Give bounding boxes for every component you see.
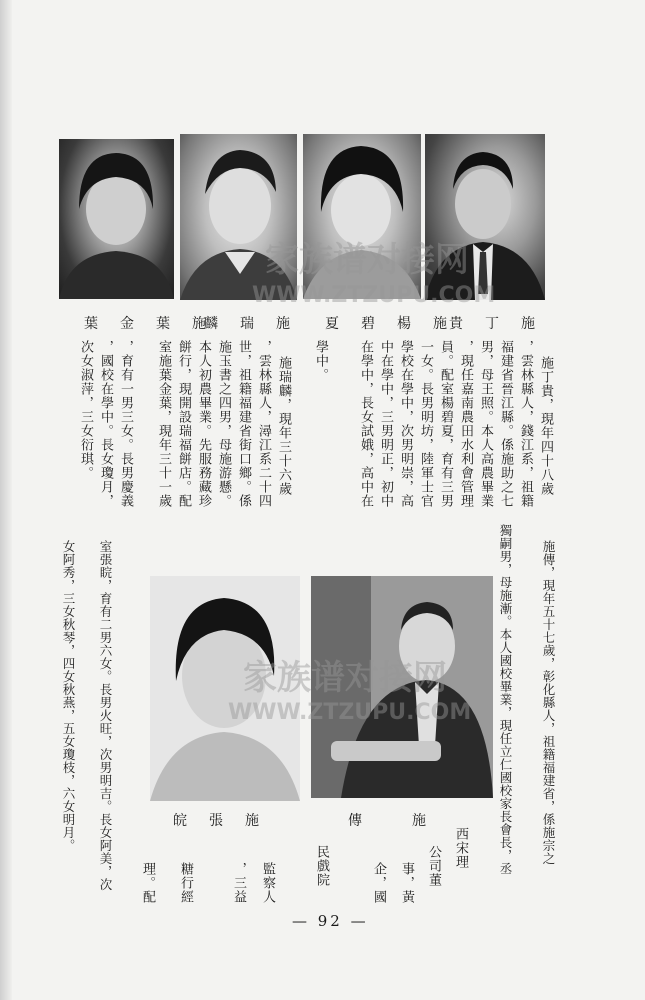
bio-line: 世，祖籍福建省街口鄉。係 — [236, 340, 251, 508]
caption-shi-yangbixia: 夏碧楊施 — [325, 316, 469, 332]
bio-line: 施丁貴，現年四十八歲 — [538, 356, 553, 496]
watermark-cn-bottom: 家族谱对接网 — [243, 658, 447, 698]
watermark-en-bottom: WWW.ZTZUPU.COM — [228, 700, 472, 725]
caption-shi-ruilin: 麟瑞施 — [204, 316, 312, 332]
bio-line: 次女淑萍，三女衍琪。 — [78, 340, 93, 480]
bio-line: ，雲林縣人，潯江系二十四 — [256, 340, 271, 508]
bio-line: 施玉書之四男，母施游懸。 — [216, 340, 231, 508]
bio-line: 民戲院 — [314, 845, 329, 887]
watermark-cn-top: 家族谱对接网 — [265, 240, 469, 280]
bio-line: 學校在學中，次男明崇，高 — [398, 340, 413, 508]
bio-line: 一女。長男明坊，陸軍士官 — [418, 340, 433, 508]
portrait-shi-jinye — [59, 139, 174, 299]
caption-shi-chuan: 傳施 — [348, 813, 476, 829]
bio-line: ，現任嘉南農田水利會管理 — [458, 340, 473, 508]
bio-line: 理。配 — [140, 862, 155, 904]
page-edge-shadow — [0, 0, 12, 1000]
bio-line: ，育有一男三女。長男慶義 — [118, 340, 133, 508]
bio-line: 中在學中，三男明正，初中 — [378, 340, 393, 508]
bio-line: 餅行，現開設瑞福餅店。配 — [176, 340, 191, 508]
bio-line: 學中。 — [313, 340, 328, 382]
bio-line: 福建省晉江縣。係施助之七 — [498, 340, 513, 508]
bio-line: 本人初農畢業。先服務藏珍 — [196, 340, 211, 508]
caption-shi-zhanghuan: 皖張施 — [173, 813, 281, 829]
watermark-en-top: WWW.ZTZUPU.COM — [252, 283, 496, 308]
bio-line: 在學中，長女試娥，高中在 — [358, 340, 373, 508]
bio-line: 糖行經 — [178, 862, 193, 904]
bio-line: 監察人 — [260, 862, 275, 904]
bio-line: 施傳，現年五十七歲，彰化縣人，祖籍福建省，係施宗之 — [541, 540, 556, 865]
bio-line: 施瑞麟，現年三十六歲 — [276, 356, 291, 496]
bio-line: 員。配室楊碧夏，育有三男 — [438, 340, 453, 508]
bio-line: ，雲林縣人，錢江系，祖籍 — [518, 340, 533, 508]
bio-line: 室施葉金葉，現年三十一歲 — [156, 340, 171, 508]
bio-line: ，國校在學中。長女瓊月， — [98, 340, 113, 508]
bio-line: 西宋理 — [453, 827, 468, 869]
bio-line: 事，黃 — [399, 862, 414, 904]
caption-shi-jinye: 葉金葉施 — [84, 316, 228, 332]
bio-line: 獨嗣男，母施漸。本人國校畢業，現任立仁國校家長會長，丞 — [498, 524, 513, 875]
bio-line: 女阿秀，三女秋琴，四女秋燕，五女瓊枝，六女明月。 — [61, 540, 76, 852]
caption-shi-dinggui: 貴丁施 — [449, 316, 557, 332]
bio-line: 室張睆，育有二男六女。長男火旺，次男明吉。長女阿美，次 — [98, 540, 113, 891]
bio-line: 男，母王照。本人高農畢業 — [478, 340, 493, 508]
bio-line: 企，國 — [371, 862, 386, 904]
bio-line: 公司董 — [426, 845, 441, 887]
bio-line: ，三益 — [231, 862, 246, 904]
page-number: — 92 — — [292, 912, 369, 930]
